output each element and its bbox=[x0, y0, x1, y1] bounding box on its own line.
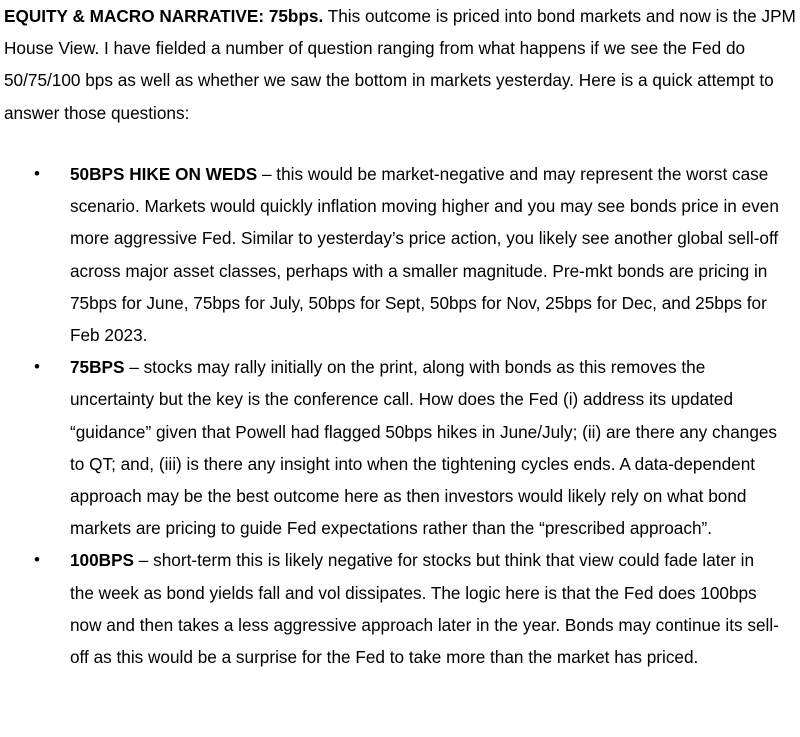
bullet-list bbox=[0, 158, 800, 673]
bullet-heading: 50BPS HIKE ON WEDS bbox=[70, 164, 258, 184]
bullet-body: – stocks may rally initially on the print, along with bonds as this removes the uncertainty but the key is the conference call. How does the Fed (i) address its updated “guidance” given that Powell had flagged 50bps hikes in June/July; (ii) are there any changes to QT; and, (iii) is there any insight into when the tightening cycles ends. A data-dependent approach may be the best outcome here as then investors would likely rely on what bond markets are pricing to guide Fed expectations rather than the “prescribed approach”. bbox=[70, 357, 778, 539]
bullet-item-100bps bbox=[0, 544, 800, 673]
bullet-item-75bps bbox=[0, 351, 800, 544]
bullet-icon: • bbox=[34, 164, 40, 183]
bullet-heading: 75BPS bbox=[70, 357, 125, 378]
intro-lead: EQUITY & MACRO NARRATIVE: 75bps. bbox=[4, 6, 324, 26]
bullet-icon: • bbox=[34, 550, 40, 570]
intro-text: This outcome is priced into bond markets and now is the JPM House View. I have fielded a number of question ranging from what happens if we see the Fed do 50/75/100 bps as well as whether we saw the bottom in markets yesterday. Here is a quick attempt to answer those questions: bbox=[4, 6, 796, 123]
bullet-heading: 100BPS bbox=[70, 550, 135, 571]
intro-paragraph bbox=[4, 0, 796, 129]
bullet-item-50bps bbox=[0, 158, 800, 351]
bullet-body: – this would be market-negative and may represent the worst case scenario. Markets would quickly inflation moving higher and you may see bonds price in even more aggressive Fed. Similar to yesterday’s price action, you likely see another global sell-off across major asset classes, perhaps with a smaller magnitude. Pre-mkt bonds are pricing in 75bps for June, 75bps for July, 50bps for Sept, 50bps for Nov, 25bps for Dec, and 25bps for Feb 2023. bbox=[70, 164, 779, 346]
bullet-body: – short-term this is likely negative for stocks but think that view could fade later in the week as bond yields fall and vol dissipates. The logic here is that the Fed does 100bps now and then takes a less aggressive approach later in the year. Bonds may continue its sell-off as this would be a surprise for the Fed to take more than the market has priced. bbox=[70, 550, 779, 668]
bullet-icon: • bbox=[34, 357, 40, 377]
